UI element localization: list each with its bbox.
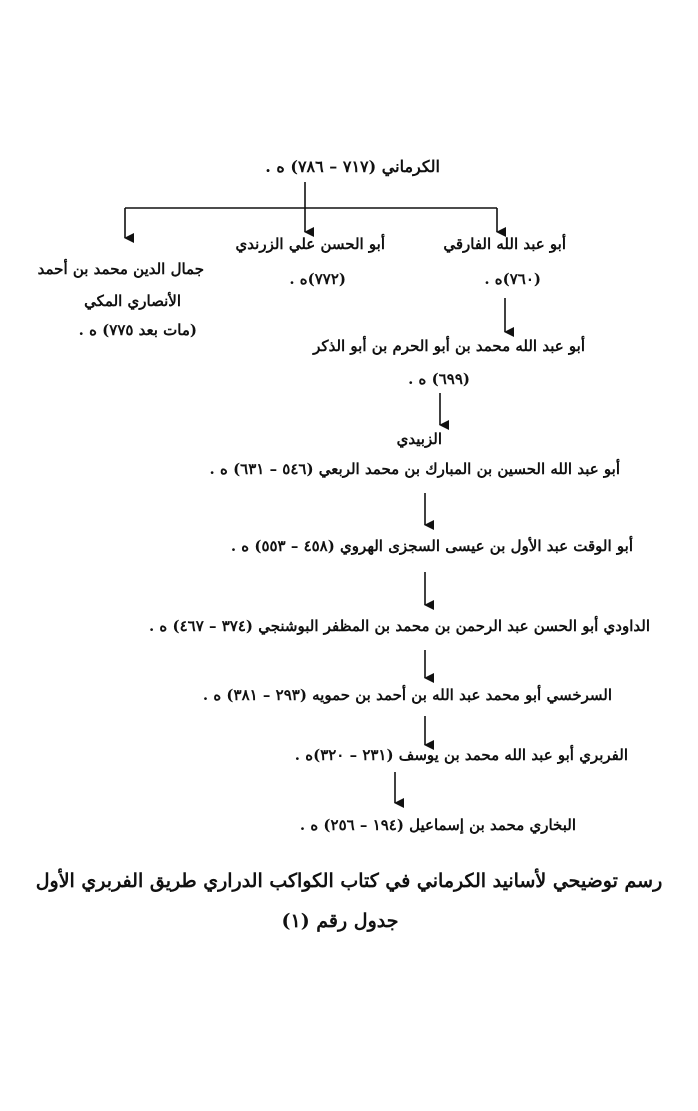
middle-branch-date: (٧٧٢)ه .	[289, 270, 346, 288]
left-branch-line1: جمال الدين محمد بن أحمد	[37, 260, 204, 278]
chain-node-4: الداودي أبو الحسن عبد الرحمن بن محمد بن المظفر البوشنجي (٣٧٤ – ٤٦٧) ه .	[148, 617, 650, 635]
chain-node-6: الفربري أبو عبد الله محمد بن يوسف (٢٣١ – ٣٢٠)ه .	[294, 746, 628, 764]
left-branch-line2: الأنصاري المكي	[84, 292, 181, 310]
chain-node-5: السرخسي أبو محمد عبد الله بن أحمد بن حمويه (٢٩٣ – ٣٨١) ه .	[202, 686, 612, 704]
chain-node-2-name: أبو عبد الله الحسين بن المبارك بن محمد الربعي (٥٤٦ – ٦٣١) ه .	[209, 460, 620, 478]
chain-node-3: أبو الوقت عبد الأول بن عيسى السجزى الهروي (٤٥٨ – ٥٥٣) ه .	[230, 537, 633, 555]
figure-caption: رسم توضيحي لأسانيد الكرماني في كتاب الكواكب الدراري طريق الفربري الأول	[35, 870, 663, 892]
right-branch-name: أبو عبد الله الفارقي	[443, 235, 566, 253]
left-branch-line3: (مات بعد ٧٧٥) ه .	[78, 321, 197, 339]
middle-branch-name: أبو الحسن علي الزرندي	[235, 235, 385, 253]
chain-node-1-name: أبو عبد الله محمد بن أبو الحرم بن أبو الذكر	[313, 337, 585, 355]
chain-node-7: البخاري محمد بن إسماعيل (١٩٤ – ٢٥٦) ه .	[299, 816, 576, 834]
chain-node-2-nisba: الزبيدي	[396, 430, 442, 448]
right-branch-date: (٧٦٠)ه .	[484, 270, 541, 288]
table-number: جدول رقم (١)	[281, 910, 399, 932]
chain-node-1-date: (٦٩٩) ه .	[408, 370, 470, 388]
root-node: الكرماني (٧١٧ – ٧٨٦) ه .	[265, 157, 440, 176]
